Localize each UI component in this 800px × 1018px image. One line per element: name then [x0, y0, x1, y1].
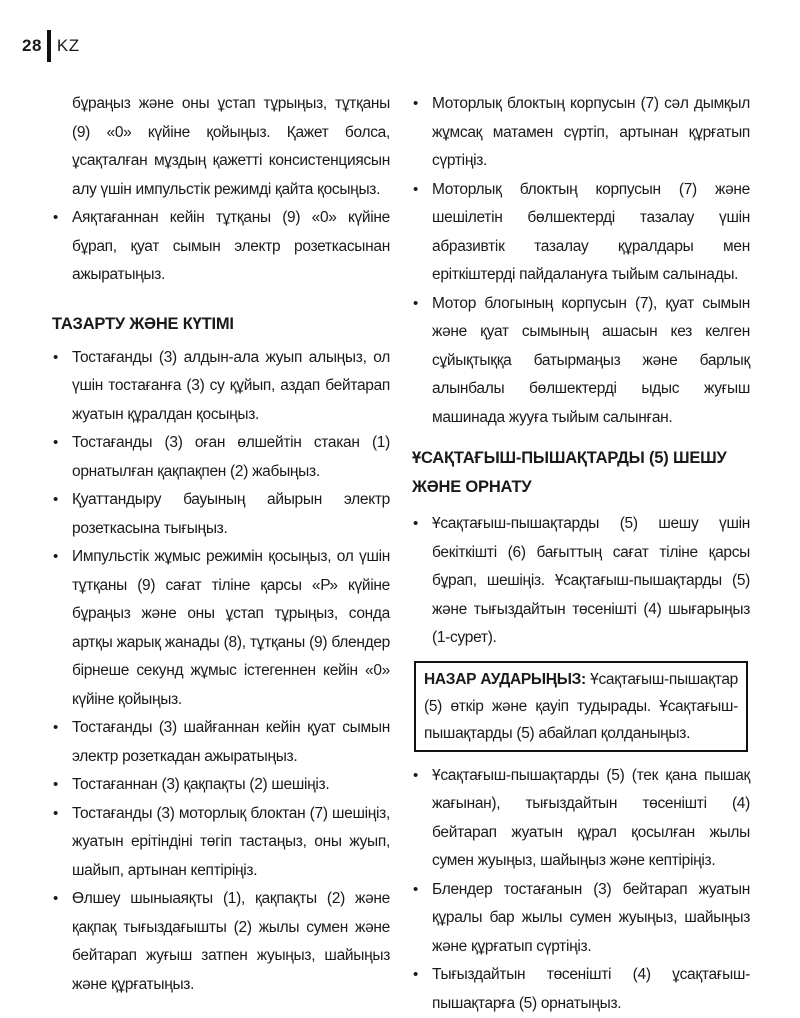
- left-column: [52, 90, 390, 999]
- warning-notice: [414, 661, 748, 752]
- list-item: • Тостағанды (3) моторлық блоктан (7) шешіңіз, жуатын ерітіндіні төгіп тастаңыз, оны жуып, шайып, артынан кептіріңіз.: [52, 800, 390, 886]
- bullet-icon: •: [53, 344, 58, 373]
- bullet-icon: •: [53, 486, 58, 515]
- cleaning-list: [52, 344, 390, 1000]
- page-number: 28: [22, 36, 42, 56]
- list-item: • Тығыздайтын төсенішті (4) ұсақтағыш-пышақтарға (5) орнатыңыз.: [412, 961, 750, 1018]
- bullet-icon: •: [413, 961, 418, 990]
- list-item: • Өлшеу шыныаяқты (1), қақпақты (2) және қақпақ тығыздағышты (2) жылы сумен және бейтарап жуғыш затпен жуыңыз, шайыңыз және құрғатыңыз.: [52, 885, 390, 999]
- intro-list: [52, 204, 390, 290]
- bullet-icon: •: [53, 885, 58, 914]
- intro-paragraph: бұраңыз және оны ұстап тұрыңыз, тұтқаны (9) «0» күйіне қойыңыз. Қажет болса, ұсақталған мұздың қажетті консистенциясын алу үшін импульстік режимді қайта қосыңыз.: [52, 90, 390, 204]
- bullet-icon: •: [53, 771, 58, 800]
- list-item: • Мотор блогының корпусын (7), қуат сымын және қуат сымының ашасын кез келген сұйықтыққа батырмаңыз және барлық алынбалы бөлшектерді ыдыс жуғыш машинада жууға тыйым салынған.: [412, 290, 750, 433]
- bullet-icon: •: [413, 876, 418, 905]
- blades-list-a: [412, 510, 750, 653]
- list-item: • Тостағанды (3) шайғаннан кейін қуат сымын электр розеткадан ажыратыңыз.: [52, 714, 390, 771]
- list-item: • Блендер тостағанын (3) бейтарап жуатын құралы бар жылы сумен жуыңыз, шайыңыз және құрғатып сүртіңіз.: [412, 876, 750, 962]
- bullet-icon: •: [53, 800, 58, 829]
- list-item: • Тостағанды (3) алдын-ала жуып алыңыз, ол үшін тостағанға (3) су құйып, аздап бейтарап жуатын құралдан қосыңыз.: [52, 344, 390, 430]
- list-item: • Моторлық блоктың корпусын (7) және шешілетін бөлшектерді тазалау үшін абразивтік тазалау құралдары мен еріткіштерді пайдалануға тыйым салынады.: [412, 176, 750, 290]
- list-item: • Ұсақтағыш-пышақтарды (5) шешу үшін бекіткішті (6) бағыттың сағат тіліне қарсы бұрап, шешіңіз. Ұсақтағыш-пышақтарды (5) және тығыздайтын төсенішті (4) шығарыңыз (1-сурет).: [412, 510, 750, 653]
- list-item: • Тостағаннан (3) қақпақты (2) шешіңіз.: [52, 771, 390, 800]
- care-list: [412, 90, 750, 432]
- bullet-icon: •: [413, 176, 418, 205]
- language-code: KZ: [57, 36, 80, 56]
- warning-text: Ұсақтағыш-пышақтар (5) өткір және қауіп тудырады. Ұсақтағыш-пышақтарды (5) абайлап қолданыңыз.: [424, 671, 738, 742]
- list-item: • Импульстік жұмыс режимін қосыңыз, ол үшін тұтқаны (9) сағат тіліне қарсы «Р» күйіне бұраңыз және оны ұстап тұрыңыз, сонда артқы жарық жанады (8), тұтқаны (9) блендер бірнеше секунд жұмыс істегеннен кейін «0» күйіне қойыңыз.: [52, 543, 390, 714]
- section-title-blades: ҰСАҚТАҒЫШ-ПЫШАҚТАРДЫ (5) ШЕШУ ЖӘНЕ ОРНАТУ: [412, 444, 750, 502]
- header-divider: [47, 30, 51, 62]
- blades-list-b: [412, 762, 750, 1018]
- page-header: [22, 30, 80, 62]
- list-item: • Моторлық блоктың корпусын (7) сәл дымқыл жұмсақ матамен сүртіп, артынан құрғатып сүртіңіз.: [412, 90, 750, 176]
- bullet-icon: •: [53, 204, 58, 233]
- bullet-icon: •: [53, 543, 58, 572]
- bullet-icon: •: [413, 510, 418, 539]
- right-column: [412, 90, 750, 1018]
- list-item: • Тостағанды (3) оған өлшейтін стакан (1) орнатылған қақпақпен (2) жабыңыз.: [52, 429, 390, 486]
- list-item: • Ұсақтағыш-пышақтарды (5) (тек қана пышақ жағынан), тығыздайтын төсенішті (4) бейтарап жуатын құрал қосылған жылы сумен жуыңыз, шайыңыз және кептіріңіз.: [412, 762, 750, 876]
- bullet-icon: •: [53, 429, 58, 458]
- bullet-icon: •: [413, 762, 418, 791]
- bullet-icon: •: [53, 714, 58, 743]
- list-item: • Қуаттандыру бауының айырын электр розеткасына тығыңыз.: [52, 486, 390, 543]
- warning-label: НАЗАР АУДАРЫҢЫЗ:: [424, 671, 586, 688]
- list-item: • Аяқтағаннан кейін тұтқаны (9) «0» күйіне бұрап, қуат сымын электр розеткасынан ажыратыңыз.: [52, 204, 390, 290]
- bullet-icon: •: [413, 290, 418, 319]
- section-title-cleaning: ТАЗАРТУ ЖӘНЕ КҮТІМІ: [52, 310, 390, 339]
- bullet-icon: •: [413, 90, 418, 119]
